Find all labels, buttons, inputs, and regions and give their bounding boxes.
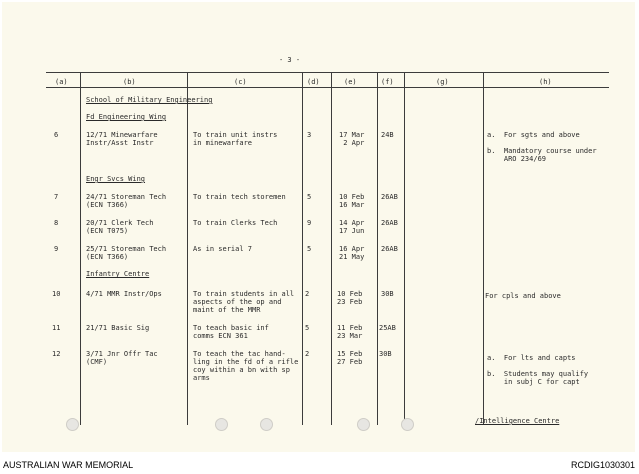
code-cell: 30B xyxy=(379,350,392,358)
course-cell: 4/71 MMR Instr/Ops xyxy=(86,290,162,298)
purpose-cell: To teach basic inf comms ECN 361 xyxy=(193,324,269,340)
code-cell: 26AB xyxy=(381,219,398,227)
col-header-d: (d) xyxy=(307,78,320,86)
col-header-a: (a) xyxy=(55,78,68,86)
punch-hole xyxy=(357,418,370,431)
code-cell: 25AB xyxy=(379,324,396,332)
col-header-f: (f) xyxy=(381,78,394,86)
table-top-rule xyxy=(46,72,609,73)
continuation-note: /Intelligence Centre xyxy=(475,417,560,425)
col-header-h: (h) xyxy=(539,78,552,86)
page-number: - 3 - xyxy=(279,56,301,64)
vacancies-cell: 9 xyxy=(307,219,312,227)
serial-cell: 8 xyxy=(54,219,59,227)
vacancies-cell: 3 xyxy=(307,131,312,139)
dates-cell: 15 Feb 27 Feb xyxy=(337,350,363,366)
section-heading-fd-wing: Fd Engineering Wing xyxy=(86,113,167,121)
vacancies-cell: 2 xyxy=(305,350,310,358)
purpose-cell: To teach the tac hand- ling in the fd of a rifle coy within a bn with sp arms xyxy=(193,350,299,382)
header-bottom-rule xyxy=(46,87,609,88)
punch-hole xyxy=(215,418,228,431)
purpose-cell: To train students in all aspects of the op and maint of the MMR xyxy=(193,290,295,314)
dates-cell: 16 Apr 21 May xyxy=(339,245,365,261)
col-rule-gh xyxy=(483,72,484,425)
code-cell: 30B xyxy=(381,290,394,298)
col-rule-de xyxy=(331,72,332,425)
dates-cell: 11 Feb 23 Mar xyxy=(337,324,363,340)
serial-cell: 10 xyxy=(52,290,61,298)
purpose-cell: To train tech storemen xyxy=(193,193,286,201)
section-heading-school: School of Military Engineering xyxy=(86,96,213,104)
remarks-cell: For cpls and above xyxy=(485,292,561,300)
code-cell: 26AB xyxy=(381,245,398,253)
course-cell: 12/71 Minewarfare Instr/Asst Instr xyxy=(86,131,158,147)
code-cell: 26AB xyxy=(381,193,398,201)
section-heading-infantry: Infantry Centre xyxy=(86,270,150,278)
archive-footer xyxy=(0,455,639,474)
serial-cell: 7 xyxy=(54,193,59,201)
section-heading-engr-wing: Engr Svcs Wing xyxy=(86,175,146,183)
vacancies-cell: 2 xyxy=(305,290,310,298)
col-rule-ef xyxy=(377,72,378,425)
col-rule-bc xyxy=(187,72,188,425)
vacancies-cell: 5 xyxy=(307,193,312,201)
footer-record-id: RCDIG1030301 xyxy=(570,460,635,470)
serial-cell: 6 xyxy=(54,131,59,139)
purpose-cell: As in serial 7 xyxy=(193,245,253,253)
course-cell: 20/71 Clerk Tech (ECN T075) xyxy=(86,219,154,235)
purpose-cell: To train Clerks Tech xyxy=(193,219,278,227)
col-rule-fg xyxy=(404,72,405,425)
punch-hole xyxy=(401,418,414,431)
dates-cell: 10 Feb 16 Mar xyxy=(339,193,365,209)
serial-cell: 9 xyxy=(54,245,59,253)
course-cell: 24/71 Storeman Tech (ECN T366) xyxy=(86,193,167,209)
dates-cell: 17 Mar 2 Apr xyxy=(339,131,365,147)
col-header-c: (c) xyxy=(234,78,247,86)
col-rule-ab xyxy=(80,72,81,425)
col-header-g: (g) xyxy=(436,78,449,86)
serial-cell: 11 xyxy=(52,324,61,332)
vacancies-cell: 5 xyxy=(305,324,310,332)
remarks-cell: a. For lts and capts b. Students may qualify in subj C for capt xyxy=(487,354,589,386)
code-cell: 24B xyxy=(381,131,394,139)
footer-source: AUSTRALIAN WAR MEMORIAL xyxy=(3,460,134,470)
col-header-b: (b) xyxy=(123,78,136,86)
remarks-cell: a. For sgts and above b. Mandatory course under ARO 234/69 xyxy=(487,131,597,163)
col-rule-cd xyxy=(302,72,303,425)
purpose-cell: To train unit instrs in minewarfare xyxy=(193,131,278,147)
serial-cell: 12 xyxy=(52,350,61,358)
punch-hole xyxy=(66,418,79,431)
dates-cell: 10 Feb 23 Feb xyxy=(337,290,363,306)
course-cell: 21/71 Basic Sig xyxy=(86,324,150,332)
course-cell: 3/71 Jnr Offr Tac (CMF) xyxy=(86,350,158,366)
punch-hole xyxy=(260,418,273,431)
course-cell: 25/71 Storeman Tech (ECN T366) xyxy=(86,245,167,261)
dates-cell: 14 Apr 17 Jun xyxy=(339,219,365,235)
col-header-e: (e) xyxy=(344,78,357,86)
vacancies-cell: 5 xyxy=(307,245,312,253)
